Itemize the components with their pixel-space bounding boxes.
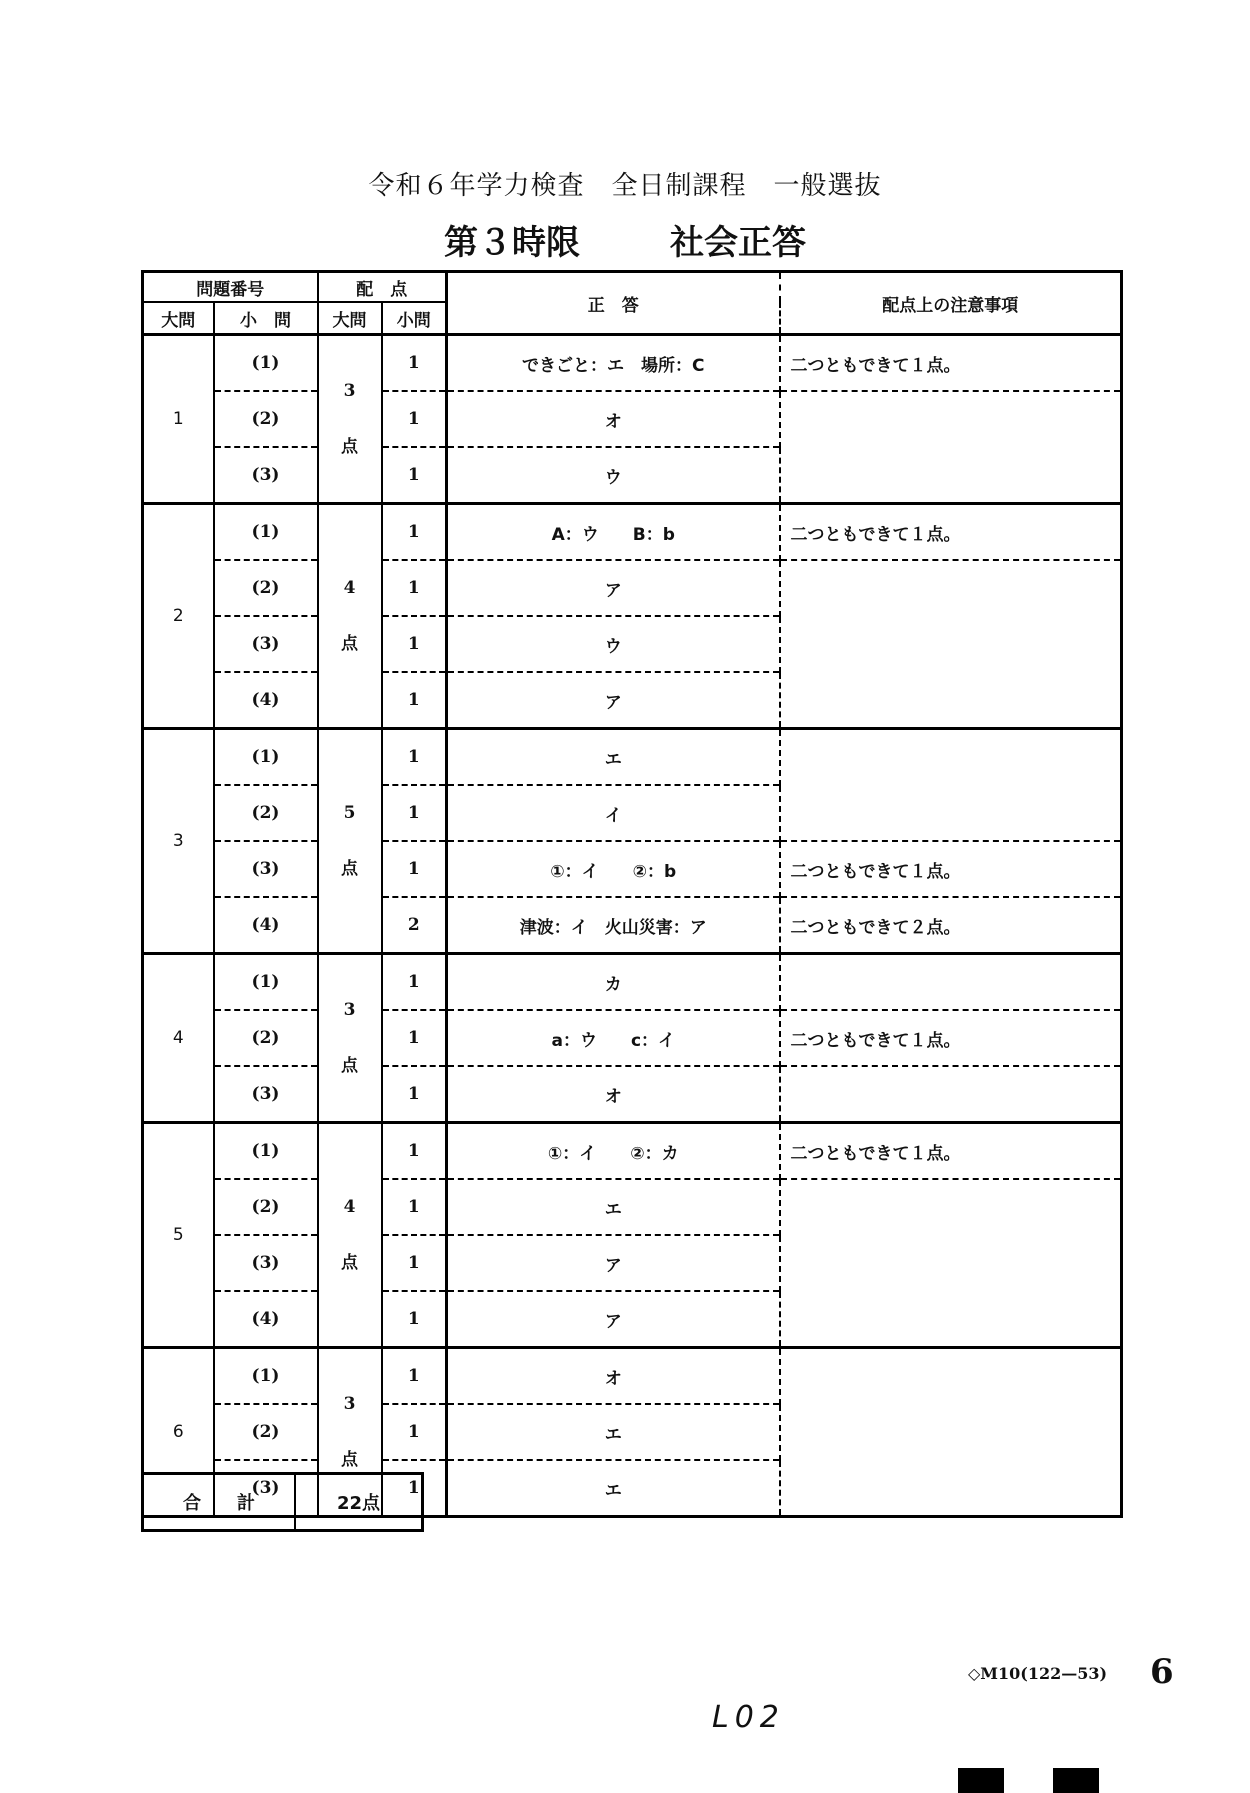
total-value: 22点 bbox=[295, 1474, 423, 1531]
scoring-note bbox=[780, 1179, 1122, 1235]
scoring-note bbox=[780, 1066, 1122, 1123]
section-points bbox=[318, 954, 382, 1123]
correct-answer: ア bbox=[447, 1235, 780, 1291]
scoring-note bbox=[780, 729, 1122, 786]
minor-question-number: (2) bbox=[214, 1404, 318, 1460]
scoring-note bbox=[780, 672, 1122, 729]
section-points-unit: 点 bbox=[341, 1253, 358, 1273]
table-row bbox=[143, 335, 1122, 392]
scoring-note bbox=[780, 391, 1122, 447]
correct-answer: ア bbox=[447, 560, 780, 616]
header-question-no: 問題番号 bbox=[143, 272, 318, 303]
table-row bbox=[143, 616, 1122, 672]
scoring-note bbox=[780, 1291, 1122, 1348]
minor-points: 1 bbox=[382, 1291, 447, 1348]
table-row bbox=[143, 897, 1122, 954]
minor-question-number: (2) bbox=[214, 1179, 318, 1235]
minor-question-number: (2) bbox=[214, 560, 318, 616]
scoring-note: 二つともできて１点。 bbox=[780, 1123, 1122, 1180]
registration-mark bbox=[1053, 1768, 1099, 1793]
section-points bbox=[318, 335, 382, 504]
period-label: 第３時限 bbox=[444, 223, 580, 263]
major-question-number: 2 bbox=[143, 504, 214, 729]
major-question-number: 4 bbox=[143, 954, 214, 1123]
scoring-note bbox=[780, 1460, 1122, 1517]
minor-question-number: (1) bbox=[214, 335, 318, 392]
minor-points: 1 bbox=[382, 1404, 447, 1460]
table-row bbox=[143, 391, 1122, 447]
scoring-note bbox=[780, 1404, 1122, 1460]
table-row bbox=[143, 1348, 1122, 1405]
table-row bbox=[143, 1235, 1122, 1291]
minor-question-number: (4) bbox=[214, 1291, 318, 1348]
minor-points: 1 bbox=[382, 391, 447, 447]
minor-question-number: (1) bbox=[214, 504, 318, 561]
correct-answer: a：ウ c：イ bbox=[447, 1010, 780, 1066]
minor-question-number: (2) bbox=[214, 1010, 318, 1066]
correct-answer: ア bbox=[447, 1291, 780, 1348]
correct-answer: A：ウ B：b bbox=[447, 504, 780, 561]
table-row bbox=[143, 1291, 1122, 1348]
minor-points: 1 bbox=[382, 785, 447, 841]
major-question-number: 5 bbox=[143, 1123, 214, 1348]
section-points-unit: 点 bbox=[341, 859, 358, 879]
table-row bbox=[143, 560, 1122, 616]
correct-answer: エ bbox=[447, 1179, 780, 1235]
section-points bbox=[318, 1123, 382, 1348]
correct-answer: ウ bbox=[447, 447, 780, 504]
minor-points: 1 bbox=[382, 1066, 447, 1123]
section-points-unit: 点 bbox=[341, 1450, 358, 1470]
minor-question-number: (4) bbox=[214, 897, 318, 954]
table-row bbox=[143, 1066, 1122, 1123]
total-table bbox=[141, 1472, 424, 1532]
table-row bbox=[143, 1404, 1122, 1460]
correct-answer: カ bbox=[447, 954, 780, 1011]
minor-question-number: (3) bbox=[214, 1066, 318, 1123]
total-label: 合 計 bbox=[143, 1474, 296, 1531]
table-row bbox=[143, 1179, 1122, 1235]
correct-answer: ウ bbox=[447, 616, 780, 672]
header-notes: 配点上の注意事項 bbox=[780, 272, 1122, 335]
minor-points: 1 bbox=[382, 1179, 447, 1235]
correct-answer: エ bbox=[447, 1460, 780, 1517]
section-points bbox=[318, 504, 382, 729]
subject-title bbox=[0, 215, 1250, 264]
minor-question-number: (3) bbox=[214, 616, 318, 672]
document-code: ◇M10(122—53) bbox=[968, 1664, 1108, 1683]
page-number: 6 bbox=[1150, 1652, 1174, 1692]
minor-points: 1 bbox=[382, 1123, 447, 1180]
table-row bbox=[143, 729, 1122, 786]
scoring-note bbox=[780, 616, 1122, 672]
correct-answer: オ bbox=[447, 391, 780, 447]
header-minor: 小 問 bbox=[214, 302, 318, 335]
exam-title: 令和６年学力検査 全日制課程 一般選抜 bbox=[368, 171, 882, 201]
minor-question-number: (3) bbox=[214, 1460, 318, 1517]
minor-points: 1 bbox=[382, 672, 447, 729]
minor-points: 2 bbox=[382, 897, 447, 954]
minor-points: 1 bbox=[382, 729, 447, 786]
header-answer: 正 答 bbox=[447, 272, 780, 335]
minor-question-number: (3) bbox=[214, 841, 318, 897]
section-points-value: 4 bbox=[343, 1197, 356, 1217]
minor-question-number: (1) bbox=[214, 1123, 318, 1180]
section-points-value: 5 bbox=[343, 803, 356, 823]
section-points-value: 3 bbox=[343, 1394, 356, 1414]
table-row bbox=[143, 954, 1122, 1011]
scoring-note: 二つともできて１点。 bbox=[780, 504, 1122, 561]
minor-points: 1 bbox=[382, 447, 447, 504]
minor-question-number: (1) bbox=[214, 954, 318, 1011]
correct-answer: できごと：エ 場所：C bbox=[447, 335, 780, 392]
minor-points: 1 bbox=[382, 504, 447, 561]
subject-label: 社会正答 bbox=[670, 223, 806, 263]
minor-question-number: (3) bbox=[214, 447, 318, 504]
handwritten-mark: L02 bbox=[712, 1700, 785, 1735]
table-row bbox=[143, 1010, 1122, 1066]
correct-answer: ①：イ ②：カ bbox=[447, 1123, 780, 1180]
scoring-note bbox=[780, 785, 1122, 841]
answer-table bbox=[141, 270, 1123, 1518]
table-row bbox=[143, 785, 1122, 841]
scoring-note: 二つともできて１点。 bbox=[780, 1010, 1122, 1066]
registration-mark bbox=[958, 1768, 1004, 1793]
minor-question-number: (1) bbox=[214, 729, 318, 786]
correct-answer: 津波：イ 火山災害：ア bbox=[447, 897, 780, 954]
section-points-value: 3 bbox=[343, 381, 356, 401]
scoring-note: 二つともできて２点。 bbox=[780, 897, 1122, 954]
minor-points: 1 bbox=[382, 1460, 447, 1517]
minor-points: 1 bbox=[382, 335, 447, 392]
major-question-number: 6 bbox=[143, 1348, 214, 1517]
minor-points: 1 bbox=[382, 1010, 447, 1066]
minor-question-number: (2) bbox=[214, 785, 318, 841]
section-points bbox=[318, 729, 382, 954]
scoring-note: 二つともできて１点。 bbox=[780, 335, 1122, 392]
scoring-note bbox=[780, 1348, 1122, 1405]
section-points-unit: 点 bbox=[341, 437, 358, 457]
minor-question-number: (2) bbox=[214, 391, 318, 447]
major-question-number: 1 bbox=[143, 335, 214, 504]
table-row bbox=[143, 447, 1122, 504]
scoring-note bbox=[780, 954, 1122, 1011]
table-row bbox=[143, 841, 1122, 897]
section-points-value: 4 bbox=[343, 578, 356, 598]
minor-points: 1 bbox=[382, 954, 447, 1011]
header-pts-major: 大問 bbox=[318, 302, 382, 335]
correct-answer: エ bbox=[447, 729, 780, 786]
section-points-value: 3 bbox=[343, 1000, 356, 1020]
correct-answer: エ bbox=[447, 1404, 780, 1460]
correct-answer: ①：イ ②：b bbox=[447, 841, 780, 897]
scoring-note bbox=[780, 447, 1122, 504]
scoring-note bbox=[780, 1235, 1122, 1291]
table-row bbox=[143, 672, 1122, 729]
section-points-unit: 点 bbox=[341, 1056, 358, 1076]
correct-answer: イ bbox=[447, 785, 780, 841]
minor-question-number: (3) bbox=[214, 1235, 318, 1291]
section-points-unit: 点 bbox=[341, 634, 358, 654]
scoring-note: 二つともできて１点。 bbox=[780, 841, 1122, 897]
table-row bbox=[143, 504, 1122, 561]
minor-points: 1 bbox=[382, 841, 447, 897]
table-row bbox=[143, 1123, 1122, 1180]
minor-points: 1 bbox=[382, 1235, 447, 1291]
minor-points: 1 bbox=[382, 560, 447, 616]
header-points: 配 点 bbox=[318, 272, 447, 303]
correct-answer: オ bbox=[447, 1348, 780, 1405]
minor-points: 1 bbox=[382, 616, 447, 672]
header-pts-minor: 小問 bbox=[382, 302, 447, 335]
major-question-number: 3 bbox=[143, 729, 214, 954]
minor-question-number: (1) bbox=[214, 1348, 318, 1405]
header-major: 大問 bbox=[143, 302, 214, 335]
correct-answer: ア bbox=[447, 672, 780, 729]
correct-answer: オ bbox=[447, 1066, 780, 1123]
minor-points: 1 bbox=[382, 1348, 447, 1405]
minor-question-number: (4) bbox=[214, 672, 318, 729]
scoring-note bbox=[780, 560, 1122, 616]
